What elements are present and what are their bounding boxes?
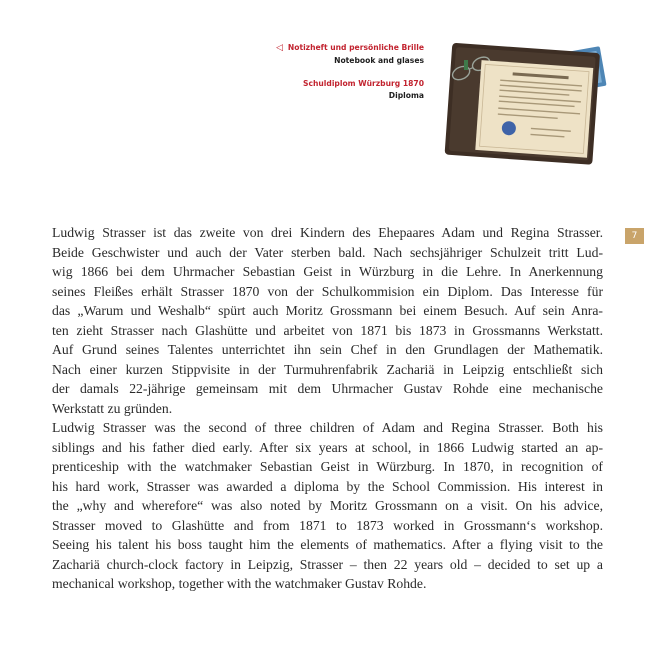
caption-notebook-de-text: Notizheft und persönliche Brille bbox=[287, 43, 424, 52]
english-line: Zachariä church-clock factory in Leipzig, Strasser – then 22 years old – decided to set up a bbox=[52, 556, 603, 572]
diploma-notebook-photo bbox=[440, 38, 610, 168]
english-line: siblings and his father died early. After six years at school, in 1866 Ludwig started an ap- bbox=[52, 439, 603, 455]
english-line: Strasser moved to Glashütte and from 1871 to 1873 worked in Grossmann‘s workshop. bbox=[52, 517, 603, 533]
english-line: Ludwig Strasser was the second of three children of Adam and Regina Strasser. Both his bbox=[52, 420, 603, 435]
caption-diploma-de: Schuldiplom Würzburg 1870 bbox=[303, 79, 424, 88]
english-line: the „why and wherefore“ was also noted by Moritz Grossmann on a visit. On his advice, bbox=[52, 498, 603, 513]
german-line: Auf Grund seines Talentes unterrichtet ihn sein Chef in den Grundlagen der Mathematik. bbox=[52, 342, 603, 357]
german-line: Werkstatt zu gründen. bbox=[52, 400, 173, 416]
english-line: Seeing his talent his boss taught him the elements of mathematics. After a flying visit to the bbox=[52, 537, 603, 552]
caption-notebook-de bbox=[276, 42, 424, 55]
caption-notebook-en: Notebook and glases bbox=[334, 55, 424, 65]
german-line: seines Fleißes erhält Strasser 1870 von der Schulkommision ein Diplom. Das Interesse für bbox=[52, 283, 603, 299]
page-number: 7 bbox=[625, 228, 644, 244]
photo-captions bbox=[276, 42, 424, 113]
english-line: mechanical workshop, together with the watchmaker Gustav Rohde. bbox=[52, 576, 427, 591]
german-line: ten zieht Strasser nach Glashütte und arbeitet von 1871 bis 1873 in Grossmanns Werkstatt. bbox=[52, 322, 603, 338]
caret-left-icon: ◁ bbox=[275, 43, 283, 53]
english-line: prenticeship with the watchmaker Sebastian Geist in Würzburg. In 1870, in recognition of bbox=[52, 459, 603, 474]
german-line: das „Warum und Weshalb“ spürt auch Moritz Grossmann bei einem Besuch. Auf sein Anra- bbox=[52, 303, 603, 318]
body-text bbox=[52, 223, 603, 594]
german-line: Nach einer kurzen Stippvisite in der Turmuhrenfabrik Zachariä in Leipzig entschließt sich bbox=[52, 361, 603, 377]
german-line: wig 1866 bei dem Uhrmacher Sebastian Geist in Würzburg in die Lehre. In Anerkennung bbox=[52, 264, 603, 279]
english-line: his hard work, Strasser was awarded a diploma by the School Commission. His interest in bbox=[52, 478, 603, 494]
german-line: Beide Geschwister und auch der Vater sterben bald. Nach sechsjähriger Schulzeit tritt Lud- bbox=[52, 244, 603, 260]
caption-diploma-en: Diploma bbox=[388, 90, 424, 100]
german-line: der damals 22-jährige gemeinsam mit dem Uhrmacher Gustav Rohde eine mechanische bbox=[52, 381, 603, 396]
german-line: Ludwig Strasser ist das zweite von drei Kindern des Ehepaares Adam und Regina Strasser. bbox=[52, 225, 603, 240]
